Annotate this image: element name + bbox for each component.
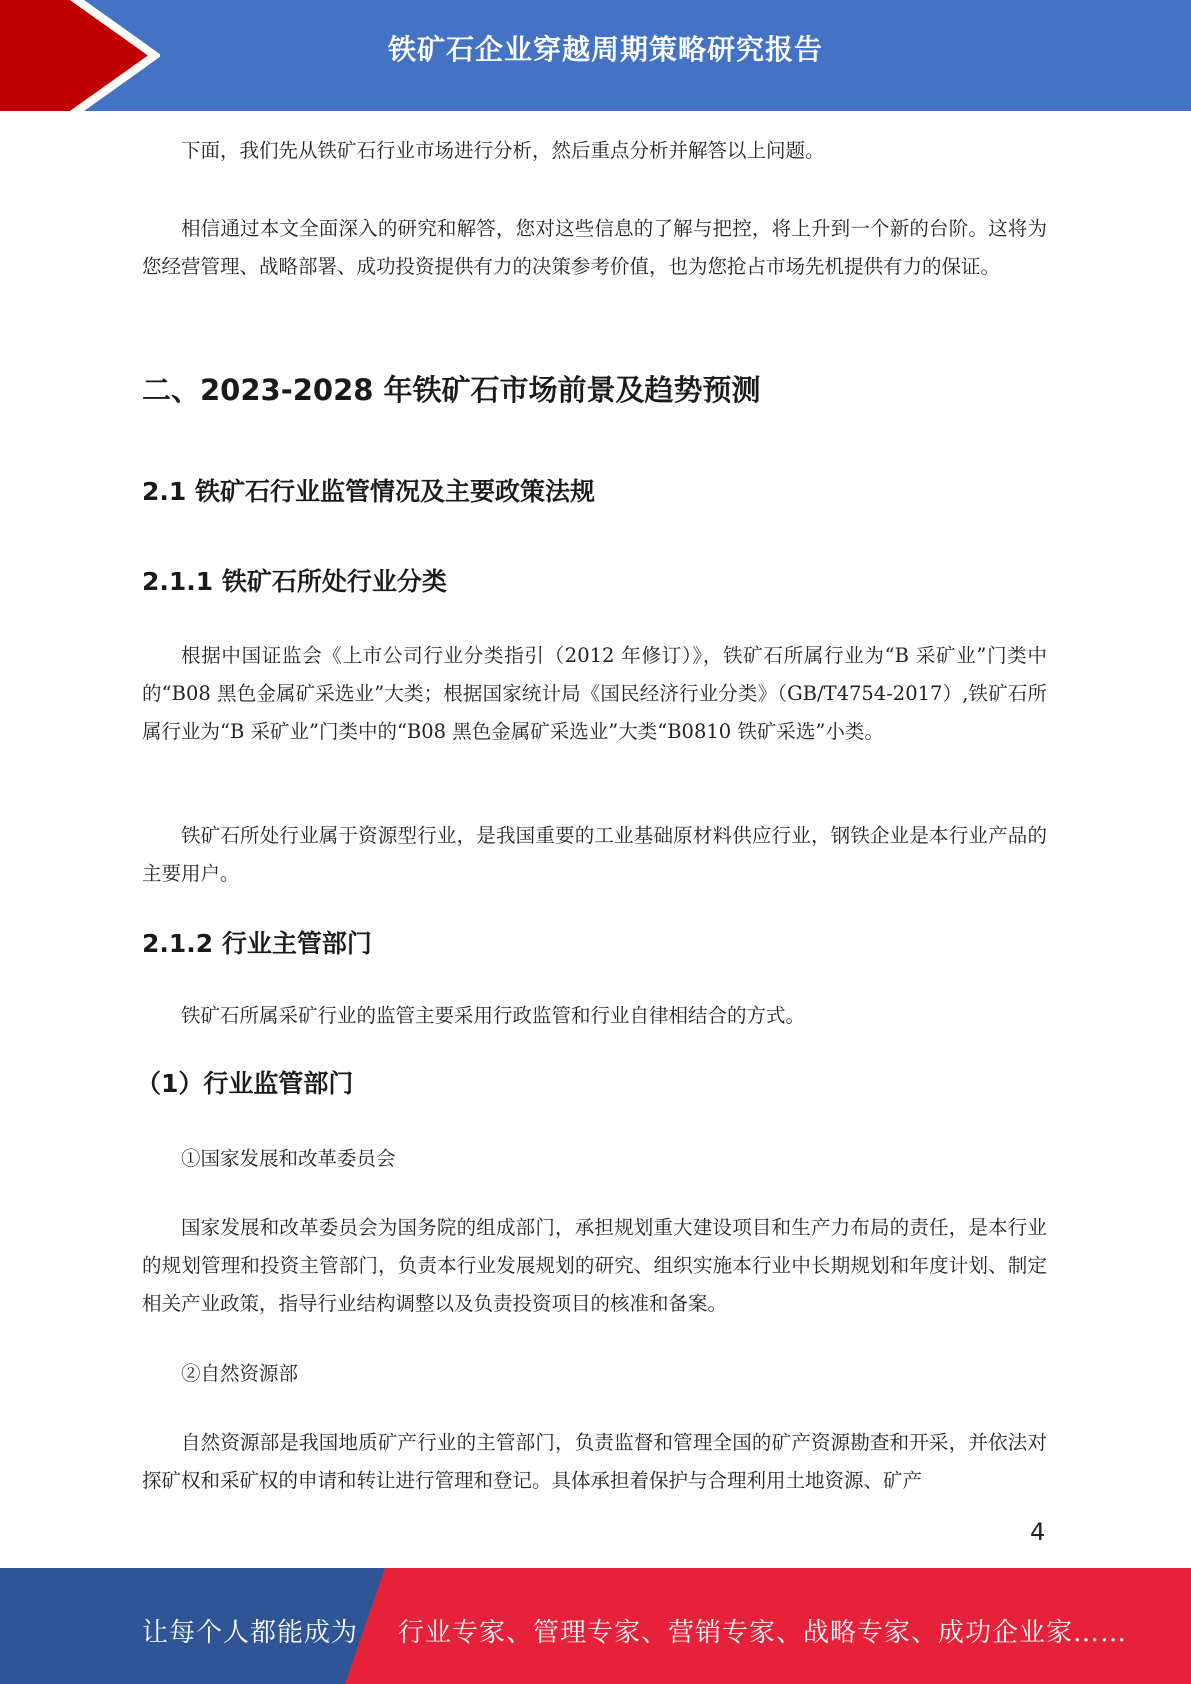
- paragraph-mnr: 自然资源部是我国地质矿产行业的主管部门，负责监督和管理全国的矿产资源勘查和开采，并依法对探矿权和采矿权的申请和转让进行管理和登记。具体承担着保护与合理利用土地资源、矿产: [142, 1431, 1047, 1492]
- list-item-ndrc: ①国家发展和改革委员会: [181, 1147, 396, 1170]
- footer-slogan-right: 行业专家、管理专家、营销专家、战略专家、成功企业家……: [398, 1618, 1128, 1648]
- subsection-heading-regulators: （1）行业监管部门: [136, 1069, 354, 1098]
- paragraph-intro: 下面，我们先从铁矿石行业市场进行分析，然后重点分析并解答以上问题。: [181, 139, 825, 162]
- paragraph-industry-type: 铁矿石所处行业属于资源型行业，是我国重要的工业基础原材料供应行业，钢铁企业是本行业产品的主要用户。: [142, 824, 1047, 885]
- page-number: 4: [1030, 1518, 1046, 1546]
- footer-bar: [0, 1568, 1191, 1684]
- list-item-mnr: ②自然资源部: [181, 1362, 299, 1385]
- paragraph-ndrc: 国家发展和改革委员会为国务院的组成部门，承担规划重大建设项目和生产力布局的责任，是本行业的规划管理和投资主管部门，负责本行业发展规划的研究、组织实施本行业中长期规划和年度计划、制定相关产业政策，指导行业结构调整以及负责投资项目的核准和备案。: [142, 1216, 1047, 1315]
- paragraph-summary: 相信通过本文全面深入的研究和解答，您对这些信息的了解与把控，将上升到一个新的台阶。这将为您经营管理、战略部署、成功投资提供有力的决策参考价值，也为您抢占市场先机提供有力的保证。: [142, 217, 1047, 278]
- subsection-heading-2-1-2: 2.1.2 行业主管部门: [142, 929, 372, 958]
- header-bar: [0, 0, 1191, 111]
- report-title: 铁矿石企业穿越周期策略研究报告: [387, 33, 823, 66]
- subsection-heading-2-1: 2.1 铁矿石行业监管情况及主要政策法规: [142, 477, 595, 506]
- paragraph-regulation-mode: 铁矿石所属采矿行业的监管主要采用行政监管和行业自律相结合的方式。: [181, 1004, 806, 1027]
- paragraph-classification: 根据中国证监会《上市公司行业分类指引（2012 年修订）》，铁矿石所属行业为“B 采矿业”门类中的“B08 黑色金属矿采选业”大类；根据国家统计局《国民经济行业分类》（GB/T4754-2017）,铁矿石所属行业为“B 采矿业”门类中的“B08 黑色金属矿采选业”大类“B0810 铁矿采选”小类。: [142, 644, 1047, 743]
- footer-slogan-left: 让每个人都能成为: [142, 1618, 359, 1648]
- section-heading: 二、2023-2028 年铁矿石市场前景及趋势预测: [142, 373, 761, 407]
- subsection-heading-2-1-1: 2.1.1 铁矿石所处行业分类: [142, 567, 447, 596]
